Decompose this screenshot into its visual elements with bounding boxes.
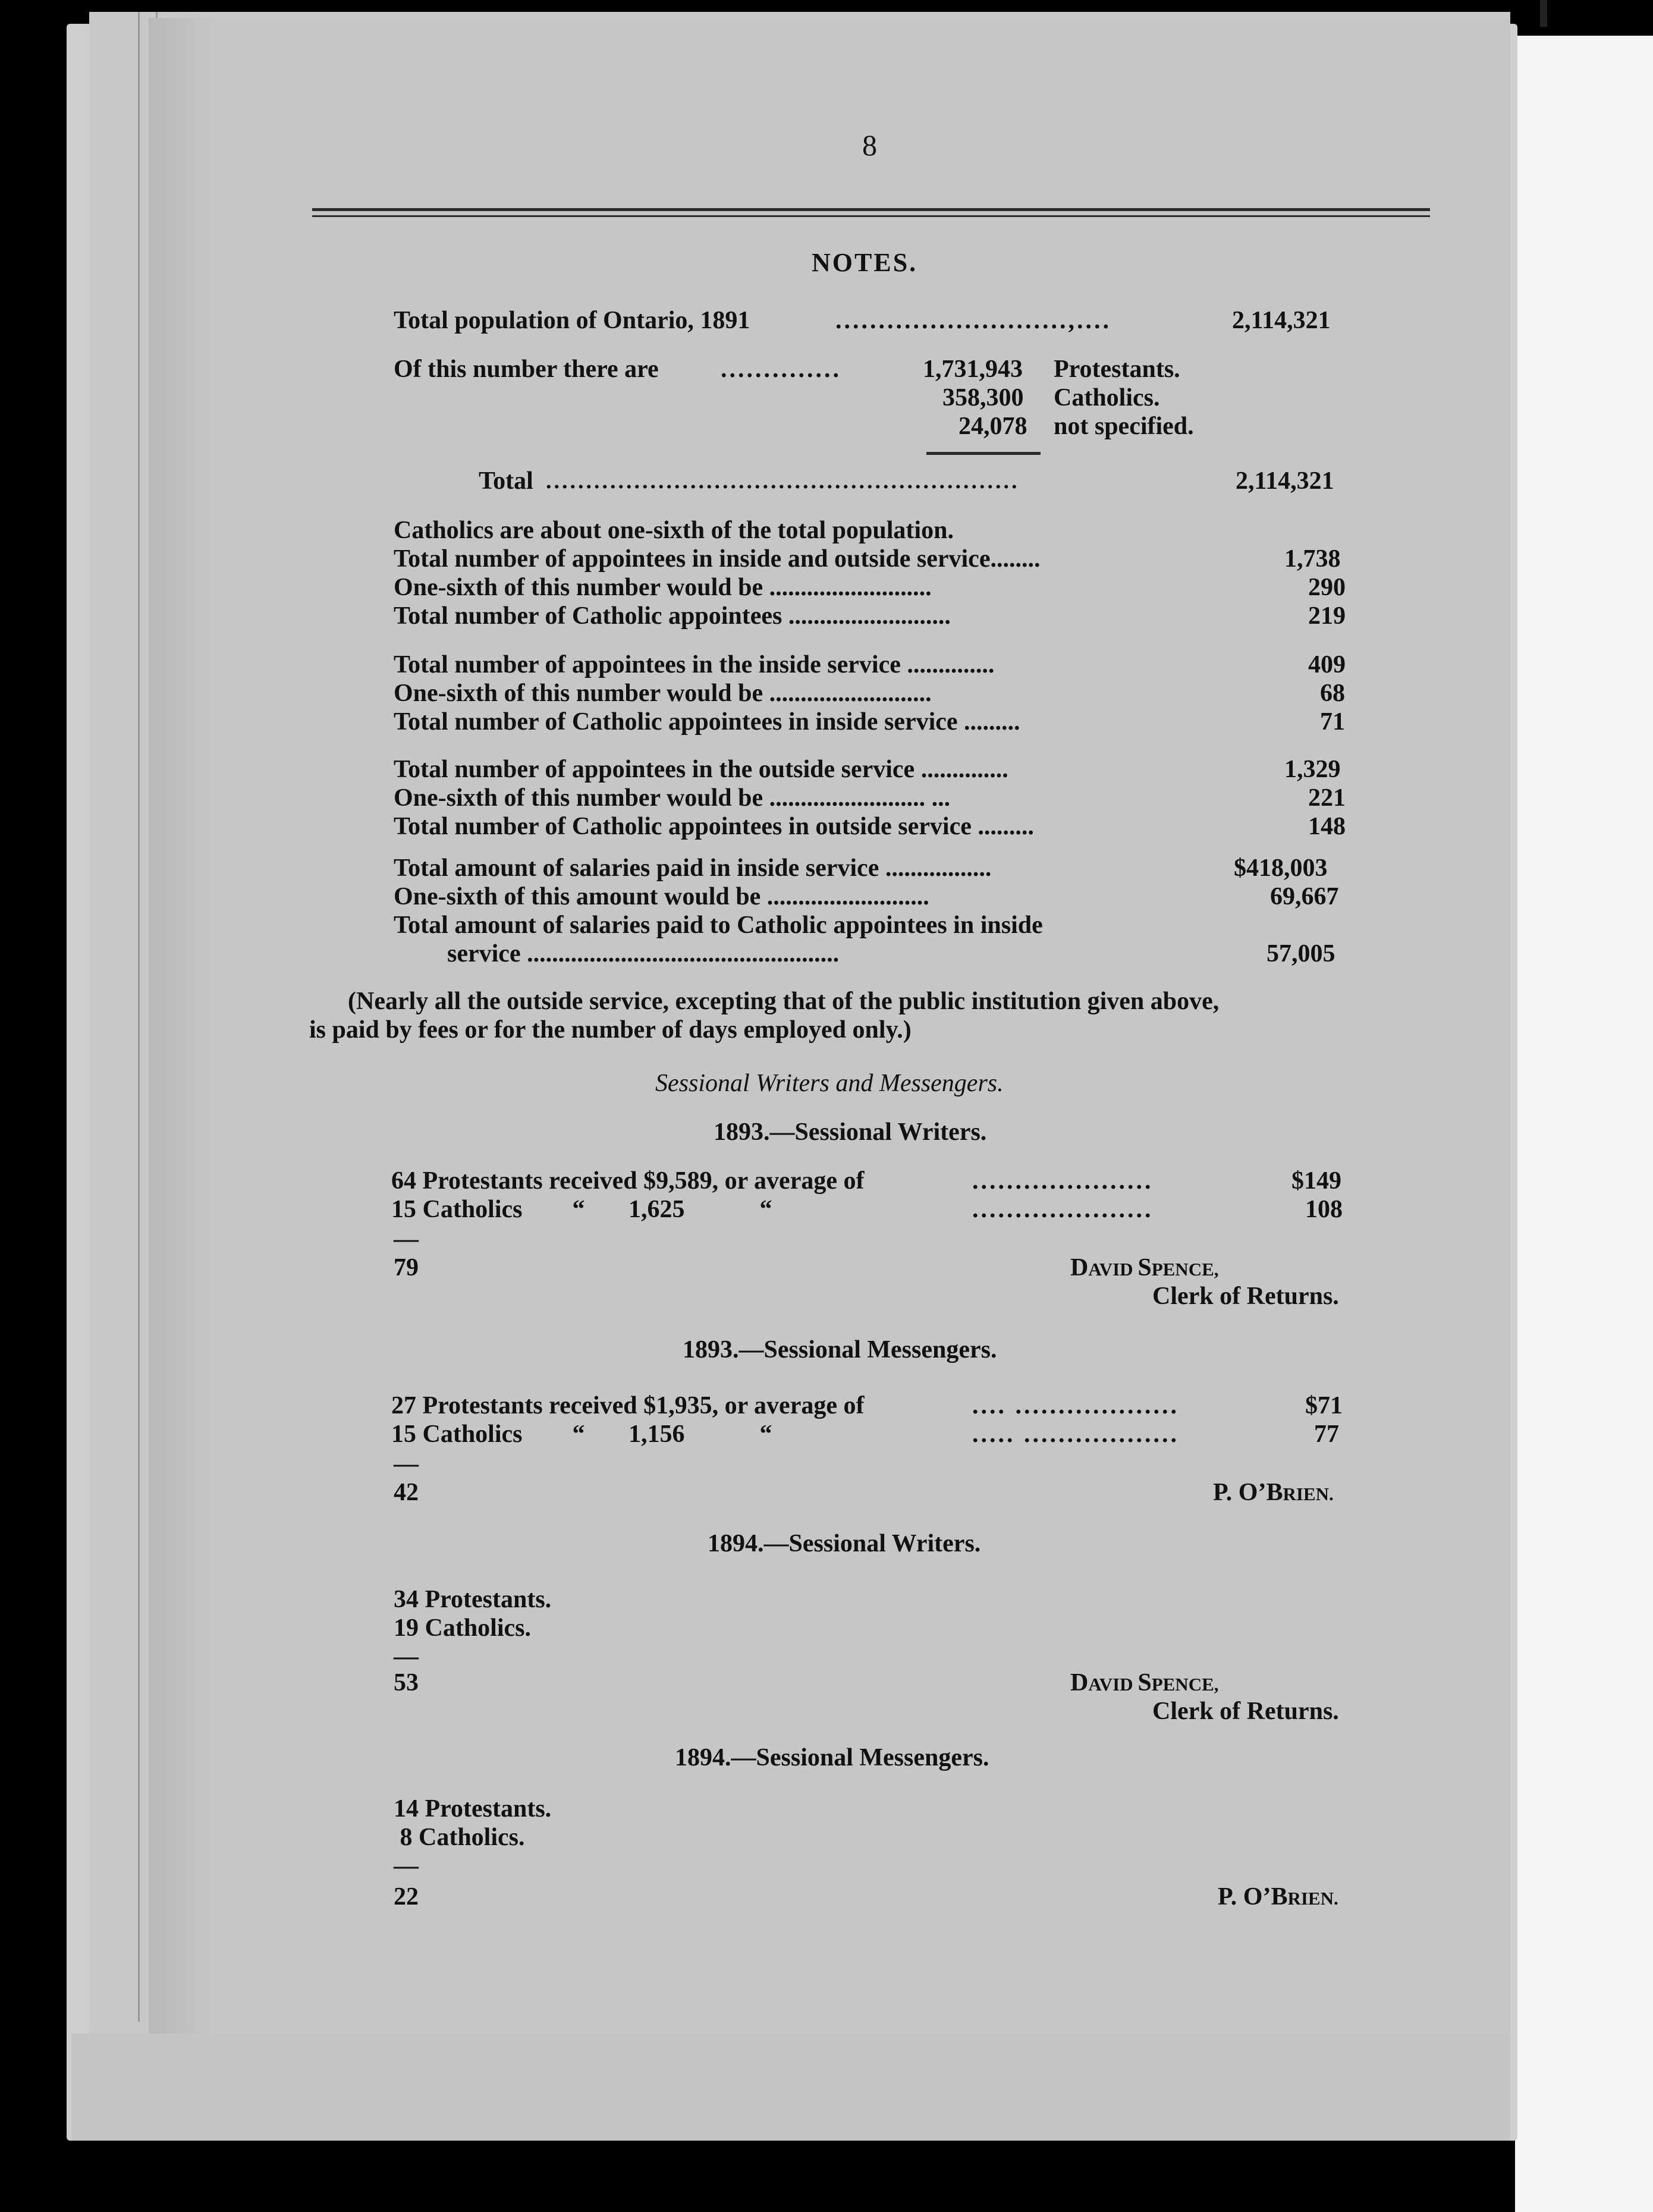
signature-name: P. O’BRIEN.	[1218, 1883, 1338, 1911]
entry-value: $71	[1305, 1392, 1343, 1419]
entry-line: 14 Protestants.	[394, 1795, 552, 1823]
entry-line: 8 Catholics.	[394, 1824, 525, 1851]
breakdown-total-leader: ...........................................................	[546, 469, 1020, 494]
scan-edge-mark	[1540, 0, 1547, 27]
stat-label: One-sixth of this number would be ......................... ...	[394, 784, 951, 812]
subsection-heading: 1894.—Sessional Writers.	[708, 1530, 981, 1557]
stat-label: Total number of appointees in inside and outside service........	[394, 545, 1041, 573]
page-edge-line	[138, 12, 140, 2022]
stat-value: 1,329	[1284, 756, 1341, 783]
entry-line: 34 Protestants.	[394, 1586, 552, 1613]
stat-label: Catholics are about one-sixth of the total population.	[394, 517, 954, 544]
stat-value: 148	[1308, 813, 1346, 840]
breakdown-total-label: Total	[479, 467, 533, 495]
section-title: Sessional Writers and Messengers.	[655, 1070, 1004, 1097]
population-value: 2,114,321	[1232, 307, 1331, 334]
total-dash: —	[394, 1450, 419, 1478]
total-dash: —	[394, 1852, 419, 1880]
entry-total: 22	[394, 1883, 419, 1911]
note-line: (Nearly all the outside service, excepting that of the public institution given above,	[348, 988, 1220, 1015]
stat-value: 221	[1308, 784, 1346, 812]
signature-name: DAVID SPENCE,	[1070, 1254, 1219, 1281]
breakdown-desc: Protestants.	[1054, 356, 1180, 383]
notes-heading: NOTES.	[812, 248, 918, 277]
breakdown-desc: Catholics.	[1054, 384, 1160, 411]
signature-name: DAVID SPENCE,	[1070, 1669, 1219, 1696]
stat-value: 69,667	[1270, 883, 1339, 910]
entry-leader: .....................	[972, 1196, 1154, 1223]
breakdown-total-value: 2,114,321	[1236, 467, 1334, 495]
stat-value: 1,738	[1284, 545, 1341, 573]
stat-label: Total amount of salaries paid to Catholic appointees in inside	[394, 912, 1043, 939]
breakdown-label: Of this number there are	[394, 356, 659, 383]
entry-line: 19 Catholics.	[394, 1614, 531, 1642]
entry-leader: .....................	[972, 1167, 1154, 1195]
breakdown-leader: ..............	[721, 356, 841, 383]
breakdown-value: 358,300	[942, 384, 1024, 411]
page-gutter-shadow	[149, 18, 214, 2034]
stat-value: 290	[1308, 574, 1346, 601]
population-leader: ...........................,....	[835, 307, 1111, 334]
header-rule	[312, 208, 1430, 211]
breakdown-desc: not specified.	[1054, 413, 1194, 440]
total-dash: —	[394, 1226, 419, 1253]
entry-leader: ..... ..................	[972, 1421, 1179, 1448]
header-rule	[312, 215, 1430, 217]
note-line: is paid by fees or for the number of days employed only.)	[309, 1016, 912, 1044]
breakdown-value: 24,078	[959, 413, 1027, 440]
subsection-heading: 1894.—Sessional Messengers.	[675, 1744, 989, 1771]
signature-title: Clerk of Returns.	[1152, 1283, 1339, 1310]
sum-rule	[926, 452, 1041, 455]
stat-value: 57,005	[1267, 940, 1335, 967]
entry-value: 77	[1314, 1421, 1339, 1448]
stat-value: $418,003	[1234, 854, 1328, 882]
stat-label: One-sixth of this number would be ..........................	[394, 574, 932, 601]
stat-label: One-sixth of this number would be ..........................	[394, 680, 932, 707]
stat-label: Total number of Catholic appointees in outside service .........	[394, 813, 1034, 840]
stat-value: 71	[1320, 708, 1345, 736]
entry-value: 108	[1305, 1196, 1343, 1223]
scan-bed-right	[1515, 36, 1653, 2212]
signature-title: Clerk of Returns.	[1152, 1698, 1339, 1725]
entry-label: 15 Catholics “ 1,156 “	[391, 1421, 772, 1448]
stat-label: Total amount of salaries paid in inside service .................	[394, 854, 992, 882]
page-number: 8	[862, 128, 877, 162]
breakdown-value: 1,731,943	[923, 356, 1023, 383]
stat-label: Total number of appointees in the outside service ..............	[394, 756, 1008, 783]
signature-name: P. O’BRIEN.	[1213, 1479, 1334, 1506]
entry-label: 27 Protestants received $1,935, or average of	[391, 1392, 865, 1419]
stat-label: One-sixth of this amount would be ..........................	[394, 883, 929, 910]
stat-label: service ..................................................	[447, 940, 840, 967]
subsection-heading: 1893.—Sessional Writers.	[714, 1118, 987, 1146]
subsection-heading: 1893.—Sessional Messengers.	[683, 1336, 997, 1363]
stat-label: Total number of appointees in the inside service ..............	[394, 651, 995, 678]
page-bottom-margin	[71, 2034, 1510, 2141]
stat-value: 68	[1320, 680, 1345, 707]
entry-total: 79	[394, 1254, 419, 1281]
entry-leader: .... ...................	[972, 1392, 1179, 1419]
entry-label: 15 Catholics “ 1,625 “	[391, 1196, 772, 1223]
stat-value: 219	[1308, 602, 1346, 630]
stat-label: Total number of Catholic appointees in inside service .........	[394, 708, 1020, 736]
entry-label: 64 Protestants received $9,589, or average of	[391, 1167, 865, 1195]
stat-label: Total number of Catholic appointees ..........................	[394, 602, 951, 630]
population-label: Total population of Ontario, 1891	[394, 307, 750, 334]
entry-value: $149	[1291, 1167, 1341, 1195]
entry-total: 42	[394, 1479, 419, 1506]
stat-value: 409	[1308, 651, 1346, 678]
total-dash: —	[394, 1643, 419, 1670]
entry-total: 53	[394, 1669, 419, 1696]
